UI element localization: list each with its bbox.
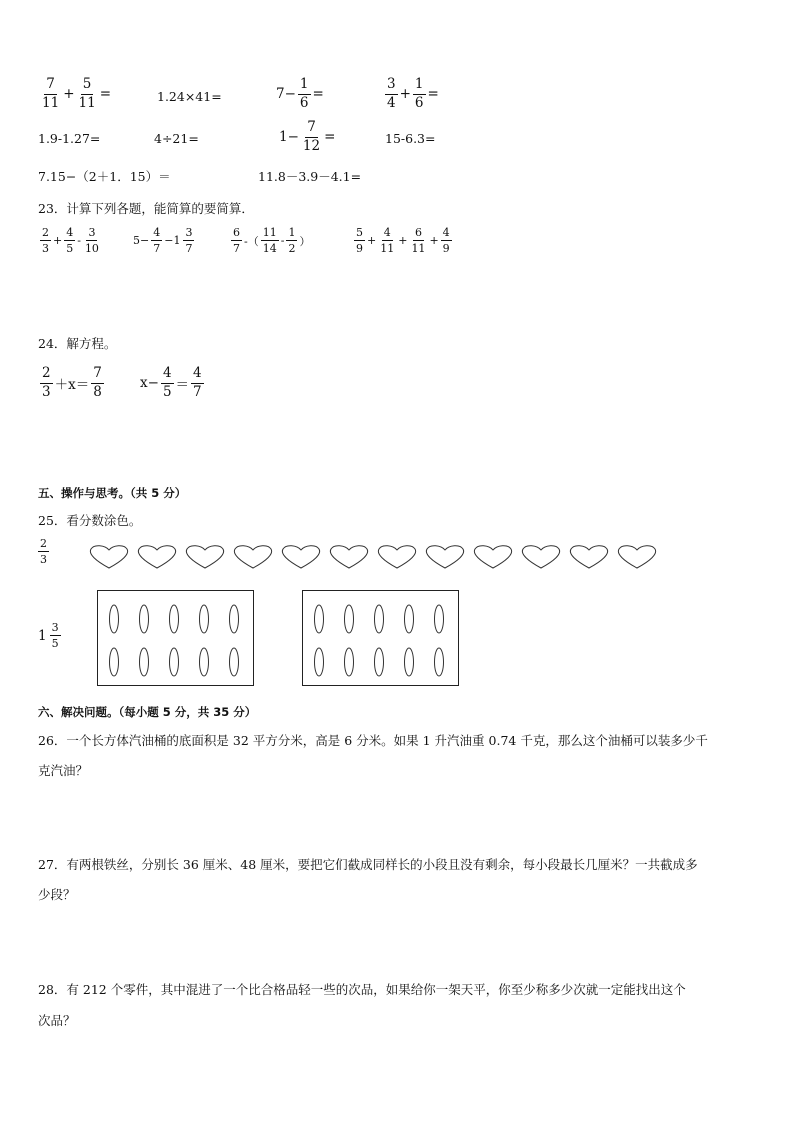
operator: + [53,234,63,247]
heart-shape[interactable] [282,546,319,568]
operator: − [164,234,174,247]
oval-shape[interactable] [375,648,384,676]
operator: + [429,234,439,247]
expr-4-div-21: 4÷21= [154,131,199,146]
section-5-heading: 五、操作与思考。（共 5 分） [38,486,187,500]
q24-equation-1 [38,367,106,399]
expr-1-minus-7-12 [279,121,335,153]
numerator: 6 [414,226,422,239]
oval-shape[interactable] [375,605,384,633]
oval-shape[interactable] [200,605,209,633]
operator: - [77,234,81,247]
q23-expr-4 [352,227,454,254]
whole-number: 7 [276,86,285,102]
q28-line-2: 次品？ [38,1013,76,1028]
denominator: 5 [66,242,74,255]
expr-1-9-minus-1-27: 1.9-1.27= [38,131,101,146]
operator: + [398,234,408,247]
operator: − [287,129,299,145]
heart-shape[interactable] [330,546,367,568]
oval-shape[interactable] [405,605,414,633]
denominator: 6 [414,94,424,111]
heart-shape[interactable] [570,546,607,568]
operator: + [399,86,411,102]
denominator: 9 [356,242,363,255]
equals-sign: = [312,86,324,102]
denominator: 11 [380,242,395,255]
heart-shape[interactable] [522,546,559,568]
heart-shape[interactable] [378,546,415,568]
oval-shape[interactable] [140,605,149,633]
ellipse-grid [303,591,458,685]
expr-1-24-times-41: 1.24×41= [157,89,222,104]
numerator: 4 [66,226,74,239]
whole-number: 1 [279,129,288,145]
denominator: 9 [442,242,450,255]
operator: - [280,234,285,247]
equation-middle: ＋x＝ [54,377,90,393]
q27-line-2: 少段？ [38,887,76,902]
operator: − [140,234,150,247]
numerator: 4 [153,226,161,239]
q25-fraction-2-3 [36,538,51,565]
q25-title: 25．看分数涂色。 [38,513,142,528]
denominator: 3 [42,242,49,255]
expr-7-minus-1-6 [276,78,324,110]
oval-shape[interactable] [345,648,354,676]
equals-sign: = [427,86,439,102]
denominator: 5 [51,637,59,650]
equals-sign: = [324,129,336,145]
q28-line-1: 28．有 212 个零件，其中混进了一个比合格品轻一些的次品，如果给你一架天平，你至少称多少次就一定能找出这个 [38,982,686,997]
numerator: 7 [305,121,318,138]
oval-shape[interactable] [315,605,324,633]
ellipse-grid [98,591,253,685]
ellipse-box-2 [302,590,459,686]
heart-shape[interactable] [186,546,223,568]
whole-number: 1 [38,627,47,644]
heart-shape[interactable] [426,546,463,568]
operator: -（ [244,234,259,248]
oval-shape[interactable] [405,648,414,676]
numerator: 7 [91,367,104,384]
equals-sign: ＝ [175,377,190,393]
numerator: 2 [40,537,47,550]
oval-shape[interactable] [230,605,239,633]
numerator: 3 [88,226,96,239]
numerator: 5 [356,226,363,239]
numerator: 3 [51,621,59,634]
whole-number: 5 [133,234,140,247]
q25-fraction-1-3-5 [38,622,63,649]
denominator: 11 [411,242,426,255]
oval-shape[interactable] [315,648,324,676]
oval-shape[interactable] [110,605,119,633]
numerator: 2 [40,367,53,384]
denominator: 6 [299,94,309,111]
operator: + [367,234,377,247]
denominator: 7 [153,242,161,255]
numerator: 4 [161,367,174,384]
denominator: 5 [162,383,172,400]
oval-shape[interactable] [345,605,354,633]
equals-sign: = [99,86,111,102]
numerator: 3 [385,78,398,95]
q23-expr-2 [133,227,196,254]
expr-3-4-plus-1-6 [383,78,439,110]
expr-11-8-minus: 11.8－3.9－4.1= [258,169,362,184]
close-paren: ） [299,234,311,248]
q26-line-2: 克汽油？ [38,763,89,778]
denominator: 8 [93,383,102,400]
oval-shape[interactable] [200,648,209,676]
q23-title: 23．计算下列各题，能简算的要简算． [38,201,254,216]
heart-shape[interactable] [90,546,127,568]
denominator: 2 [288,242,296,255]
section-6-heading: 六、解决问题。（每小题 5 分，共 35 分） [38,705,257,719]
whole-number: 1 [173,234,181,247]
denominator: 11 [78,94,96,111]
numerator: 6 [233,226,240,239]
oval-shape[interactable] [435,648,444,676]
heart-shape[interactable] [234,546,271,568]
q24-equation-2 [140,367,206,399]
heart-shape[interactable] [618,546,655,568]
oval-shape[interactable] [170,648,179,676]
hearts-row [88,544,668,572]
q24-title: 24．解方程。 [38,336,117,351]
numerator: 1 [413,78,426,95]
operator: − [284,86,296,102]
denominator: 4 [387,94,396,111]
numerator: 2 [42,226,49,239]
hearts-svg [88,544,668,572]
denominator: 7 [233,242,240,255]
numerator: 5 [81,78,94,95]
denominator: 3 [42,383,51,400]
denominator: 12 [302,137,321,154]
oval-shape[interactable] [140,648,149,676]
q23-expr-3 [229,227,310,254]
denominator: 10 [84,242,99,255]
denominator: 11 [42,94,60,111]
numerator: 3 [185,226,193,239]
numerator: 11 [262,226,277,239]
q27-line-1: 27．有两根铁丝，分别长 36 厘米、48 厘米，要把它们截成同样长的小段且没有剩余，每小段最长几厘米？一共截成多 [38,857,698,872]
oval-shape[interactable] [110,648,119,676]
denominator: 14 [262,242,277,255]
numerator: 4 [442,226,450,239]
denominator: 7 [185,242,193,255]
numerator: 1 [288,226,296,239]
equation-prefix: x− [140,375,159,391]
q26-line-1: 26．一个长方体汽油桶的底面积是 32 平方分米，高是 6 分米。如果 1 升汽油重 0.74 千克，那么这个油桶可以装多少千 [38,733,708,748]
heart-shape[interactable] [474,546,511,568]
oval-shape[interactable] [170,605,179,633]
expr-7-15-minus-paren: 7.15−（2＋1．15）＝ [38,169,171,184]
numerator: 7 [44,78,57,95]
oval-shape[interactable] [435,605,444,633]
heart-shape[interactable] [138,546,175,568]
numerator: 4 [383,226,391,239]
oval-shape[interactable] [230,648,239,676]
operator: + [63,86,75,102]
expr-15-minus-6-3: 15-6.3= [385,131,436,146]
numerator: 4 [191,367,204,384]
q23-expr-1 [38,227,103,254]
denominator: 3 [40,553,47,566]
numerator: 1 [298,78,311,95]
ellipse-box-1 [97,590,254,686]
denominator: 7 [193,383,202,400]
expr-7-11-plus-5-11 [38,78,111,110]
